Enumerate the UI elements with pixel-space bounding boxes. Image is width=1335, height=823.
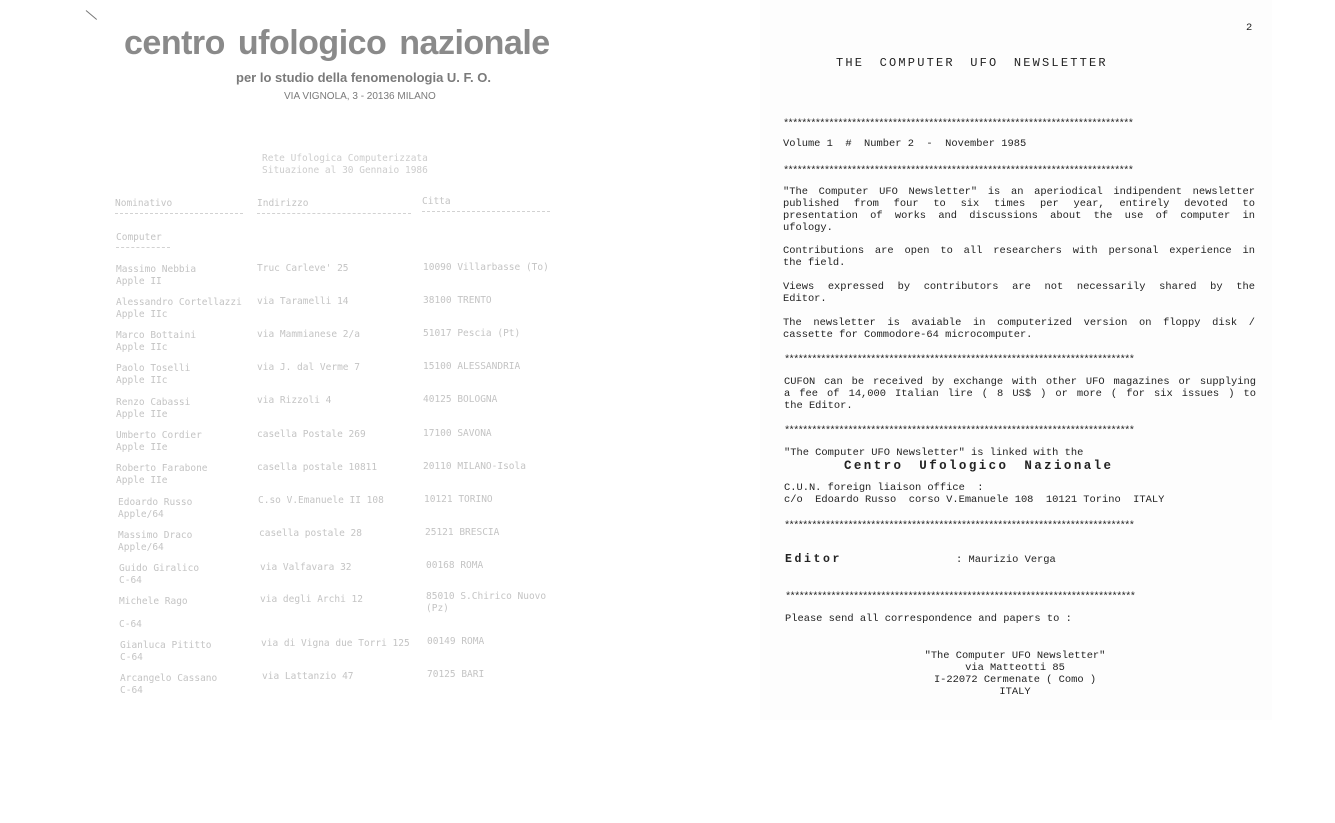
send-line: Please send all correspondence and papers to : (785, 613, 1072, 625)
org-name: centro ufologico nazionale (124, 24, 550, 62)
mail-address-line: I-22072 Cermenate ( Como ) (933, 674, 1097, 686)
row-address: via di Vigna due Torri 125 (261, 638, 410, 649)
volume-line: Volume 1 # Number 2 - November 1985 (783, 138, 1027, 150)
row-city: 00149 ROMA (427, 636, 485, 647)
availability-line: cassette for Commodore-64 microcomputer. (783, 329, 1033, 341)
row-computer: C-64 (119, 619, 142, 630)
liaison-line: C.U.N. foreign liaison office : (784, 482, 984, 494)
row-computer: Apple IIe (116, 409, 168, 420)
views-line: Views expressed by contributors are not necessarily shared by the (783, 281, 1255, 293)
intro-line: published from four to six times per year, entirely devoted to (783, 198, 1255, 210)
contrib-line: the field. (783, 257, 846, 269)
row-address: via Valfavara 32 (260, 562, 352, 573)
list-title-line-2: Situazione al 30 Gennaio 1986 (262, 165, 428, 176)
row-name: Michele Rago (119, 596, 188, 607)
left-page (0, 0, 760, 720)
row-name: Gianluca Pititto (120, 640, 212, 651)
row-city: 17100 SAVONA (423, 428, 492, 439)
column-header-city: Citta (422, 196, 451, 207)
row-address: via degli Archi 12 (260, 594, 363, 605)
row-address: Truc Carleve' 25 (257, 263, 349, 274)
row-city: 10121 TORINO (424, 494, 493, 505)
row-name: Massimo Nebbia (116, 264, 197, 275)
cufon-line: the Editor. (784, 400, 853, 412)
row-name: Guido Giralico (119, 563, 200, 574)
row-computer: Apple IIe (116, 475, 168, 486)
intro-line: presentation of works and discussions about the use of computer in (783, 210, 1255, 222)
column-header-address: Indirizzo (257, 198, 309, 209)
separator-line: ***************************************************************************** (784, 520, 1134, 532)
row-computer: C-64 (120, 685, 143, 696)
separator-line: ***************************************************************************** (785, 591, 1135, 603)
contrib-line: Contributions are open to all researchers with personal experience in (783, 245, 1255, 257)
row-city: 38100 TRENTO (423, 295, 492, 306)
mail-address-line: via Matteotti 85 (965, 662, 1065, 674)
editor-label: Editor (785, 553, 843, 566)
row-name: Arcangelo Cassano (120, 673, 218, 684)
column-rule (257, 213, 411, 214)
list-title-line-1: Rete Ufologica Computerizzata (262, 153, 428, 164)
row-city: 51017 Pescia (Pt) (423, 328, 521, 339)
row-name: Roberto Farabone (116, 463, 208, 474)
row-city: 85010 S.Chirico Nuovo (Pz) (426, 591, 547, 614)
availability-line: The newsletter is avaiable in computerized version on floppy disk / (783, 317, 1255, 329)
section-label: Computer (116, 232, 162, 243)
row-city: 20110 MILANO-Isola (423, 461, 526, 472)
separator-line: ***************************************************************************** (784, 425, 1134, 437)
row-computer: Apple IIc (116, 375, 168, 386)
row-address: via Taramelli 14 (257, 296, 349, 307)
row-address: via J. dal Verme 7 (257, 362, 360, 373)
row-city: 15100 ALESSANDRIA (423, 361, 521, 372)
newsletter-title: THE COMPUTER UFO NEWSLETTER (836, 56, 1108, 70)
linked-line: "The Computer UFO Newsletter" is linked with the (784, 447, 1084, 459)
cun-name: Centro Ufologico Nazionale (844, 459, 1114, 473)
mail-address-line: ITALY (999, 686, 1031, 698)
org-address: VIA VIGNOLA, 3 - 20136 MILANO (284, 91, 436, 102)
row-computer: Apple/64 (118, 509, 164, 520)
row-name: Marco Bottaini (116, 330, 197, 341)
intro-line: "The Computer UFO Newsletter" is an aperiodical indipendent newsletter (783, 186, 1255, 198)
column-rule (115, 213, 243, 214)
row-address: via Mammianese 2/a (257, 329, 360, 340)
row-name: Umberto Cordier (116, 430, 202, 441)
row-name: Massimo Draco (118, 530, 193, 541)
row-city: 00168 ROMA (426, 560, 484, 571)
separator-line: ***************************************************************************** (783, 165, 1133, 177)
row-address: casella postale 10811 (257, 462, 378, 473)
row-city: 10090 Villarbasse (To) (423, 262, 549, 273)
row-computer: Apple II (116, 276, 162, 287)
org-subtitle: per lo studio della fenomenologia U. F. O. (236, 70, 491, 85)
row-name: Paolo Toselli (116, 363, 191, 374)
row-computer: C-64 (119, 575, 142, 586)
page-number: 2 (1246, 22, 1253, 34)
row-address: via Lattanzio 47 (262, 671, 354, 682)
row-computer: C-64 (120, 652, 143, 663)
cufon-line: a fee of 14,000 Italian lire ( 8 US$ ) or more ( for six issues ) to (784, 388, 1256, 400)
separator-line: ***************************************************************************** (784, 354, 1134, 366)
row-name: Edoardo Russo (118, 497, 193, 508)
row-address: via Rizzoli 4 (257, 395, 332, 406)
editor-name: : Maurizio Verga (956, 554, 1056, 566)
row-computer: Apple IIc (116, 309, 168, 320)
row-name: Renzo Cabassi (116, 397, 191, 408)
row-city: 40125 BOLOGNA (423, 394, 498, 405)
row-city: 25121 BRESCIA (425, 527, 500, 538)
row-address: C.so V.Emanuele II 108 (258, 495, 384, 506)
cufon-line: CUFON can be received by exchange with other UFO magazines or supplying (784, 376, 1256, 388)
row-name: Alessandro Cortellazzi (116, 297, 242, 308)
row-address: casella Postale 269 (257, 429, 366, 440)
column-header-name: Nominativo (115, 198, 173, 209)
row-address: casella postale 28 (259, 528, 362, 539)
row-computer: Apple/64 (118, 542, 164, 553)
intro-line: ufology. (783, 222, 833, 234)
separator-line: ***************************************************************************** (783, 118, 1133, 130)
row-city: 70125 BARI (427, 669, 485, 680)
row-computer: Apple IIe (116, 442, 168, 453)
liaison-address: c/o Edoardo Russo corso V.Emanuele 108 10121 Torino ITALY (784, 494, 1165, 506)
views-line: Editor. (783, 293, 827, 305)
section-rule (116, 247, 170, 248)
row-computer: Apple IIc (116, 342, 168, 353)
column-rule (422, 211, 550, 212)
mail-address-line: "The Computer UFO Newsletter" (924, 650, 1106, 662)
scan-mark (86, 10, 97, 20)
